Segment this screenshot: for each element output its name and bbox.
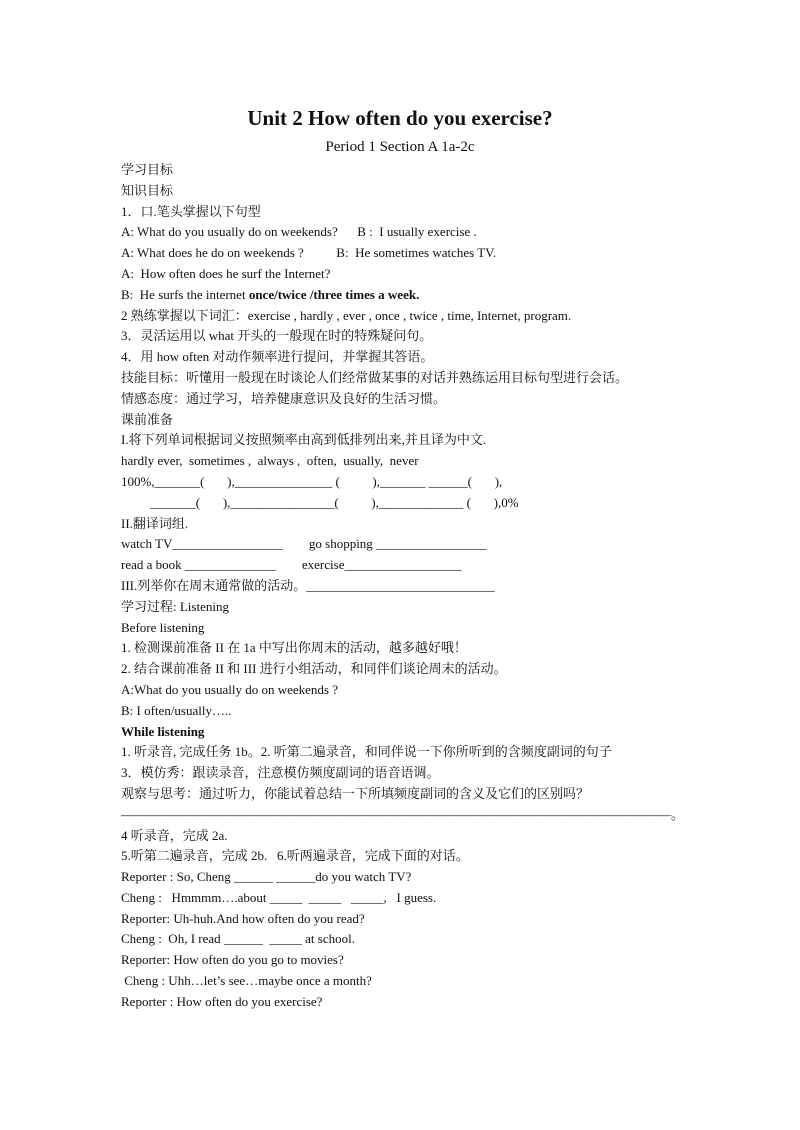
- text-line: [121, 867, 681, 888]
- line-text: 情感态度：通过学习，培养健康意识及良好的生活习惯。: [121, 390, 447, 406]
- line-text: Cheng : Hmmmm….about _____ _____ _____, I guess.: [121, 889, 437, 905]
- text-line: [121, 222, 681, 243]
- text-line: [121, 389, 681, 410]
- line-text: 课前准备: [121, 411, 174, 427]
- line-text: hardly ever, sometimes , always , often, usually, never: [121, 453, 419, 469]
- line-text: 学习过程: Listening: [121, 598, 229, 614]
- text-line: [121, 826, 681, 847]
- text-line: [121, 534, 681, 555]
- line-text: Cheng : Oh, I read ______ _____ at school.: [121, 931, 355, 947]
- line-text: Reporter: How often do you go to movies?: [121, 952, 344, 968]
- line-text: 知识目标: [121, 182, 174, 198]
- text-line: [121, 576, 681, 597]
- text-line: [121, 430, 681, 451]
- text-line: [121, 368, 681, 389]
- text-line: [121, 181, 681, 202]
- line-text: Cheng : Uhh…let’s see…maybe once a month?: [121, 973, 372, 989]
- document-body: [121, 160, 684, 1013]
- line-text: A: How often does he surf the Internet?: [121, 265, 331, 281]
- text-line: [121, 659, 681, 680]
- line-text: A: What does he do on weekends ? B: He sometimes watches TV.: [121, 245, 497, 261]
- text-line: [121, 285, 681, 306]
- line-text: Reporter : So, Cheng ______ ______do you watch TV?: [121, 869, 412, 885]
- text-line: [121, 763, 681, 784]
- line-text: 3．模仿秀：跟读录音，注意模仿频度副词的语音语调。: [121, 765, 440, 781]
- bold-text: While listening: [121, 723, 205, 739]
- line-text: 4．用 how often 对动作频率进行提问，并掌握其答语。: [121, 349, 434, 365]
- text-line: [121, 888, 681, 909]
- line-text: 2 熟练掌握以下词汇：exercise , hardly , ever , once , twice , time, Internet, program.: [121, 307, 572, 323]
- line-text: A:What do you usually do on weekends ?: [121, 681, 338, 697]
- line-text: watch TV_________________ go shopping _________________: [121, 536, 487, 552]
- text-line: [121, 451, 681, 472]
- text-line: [121, 971, 681, 992]
- text-line: [121, 701, 681, 722]
- line-text: II.翻译词组.: [121, 515, 189, 531]
- text-line: [121, 638, 681, 659]
- line-text: 5.听第二遍录音，完成 2b. 6.听两遍录音，完成下面的对话。: [121, 848, 469, 864]
- line-text: 100%,_______( ),_______________ ( ),_______ ______( ),: [121, 473, 503, 489]
- line-text: ————————————————————————————————————————————。: [121, 806, 684, 822]
- line-text: 1. 检测课前准备 II 在 1a 中写出你周末的活动，越多越好哦！: [121, 640, 467, 656]
- line-text: I.将下列单词根据词义按照频率由高到低排列出来,并且译为中文.: [121, 432, 487, 448]
- line-text: B: I often/usually…..: [121, 702, 232, 718]
- text-line: [121, 472, 681, 493]
- line-text: Before listening: [121, 619, 205, 635]
- line-text: 1．口.笔头掌握以下句型: [121, 203, 261, 219]
- text-line: [121, 243, 681, 264]
- text-line: [121, 410, 681, 431]
- line-text: 1. 听录音, 完成任务 1b。2. 听第二遍录音，和同伴说一下你所听到的含频度副词的句子: [121, 744, 612, 760]
- page-title: Unit 2 How often do you exercise?: [247, 106, 553, 130]
- line-text: 4 听录音，完成 2a.: [121, 827, 228, 843]
- text-line: [121, 202, 681, 223]
- text-line: [121, 618, 681, 639]
- line-text: 2. 结合课前准备 II 和 III 进行小组活动，和同伴们谈论周末的活动。: [121, 661, 507, 677]
- line-text: 技能目标：听懂用一般现在时谈论人们经常做某事的对话并熟练运用目标句型进行会话。: [121, 369, 629, 385]
- line-text: read a book ______________ exercise__________________: [121, 557, 462, 573]
- line-text: A: What do you usually do on weekends? B : I usually exercise .: [121, 224, 477, 240]
- line-text: Reporter : How often do you exercise?: [121, 993, 323, 1009]
- line-text: B: He surfs the internet: [121, 286, 249, 302]
- text-line: [121, 680, 681, 701]
- page-subtitle: Period 1 Section A 1a-2c: [325, 139, 475, 155]
- text-line: [121, 514, 681, 535]
- line-text: 学习目标: [121, 162, 174, 177]
- text-line: [121, 846, 681, 867]
- text-line: [121, 306, 681, 327]
- text-line: [121, 326, 681, 347]
- text-line: [121, 555, 681, 576]
- text-line: [121, 160, 681, 181]
- line-text: Reporter: Uh-huh.And how often do you read?: [121, 910, 365, 926]
- text-line: [121, 742, 681, 763]
- bold-text: once/twice /three times a week.: [248, 286, 420, 302]
- text-line: [121, 929, 681, 950]
- line-text: 观察与思考：通过听力，你能试着总结一下所填频度副词的含义及它们的区别吗？: [121, 785, 590, 801]
- text-line: [121, 347, 681, 368]
- text-line: [121, 597, 681, 618]
- text-line: [121, 909, 681, 930]
- text-line: [121, 264, 681, 285]
- text-line: [121, 950, 681, 971]
- text-line: [121, 493, 681, 514]
- text-line: [121, 992, 681, 1013]
- text-line: [121, 805, 684, 826]
- line-text: _______( ),________________( ),_____________ ( ),0%: [121, 494, 519, 510]
- line-text: III.列举你在周末通常做的活动。_____________________________: [121, 577, 495, 593]
- text-line: [121, 784, 681, 805]
- line-text: 3．灵活运用以 what 开头的一般现在时的特殊疑问句。: [121, 328, 433, 344]
- text-line: [121, 722, 681, 743]
